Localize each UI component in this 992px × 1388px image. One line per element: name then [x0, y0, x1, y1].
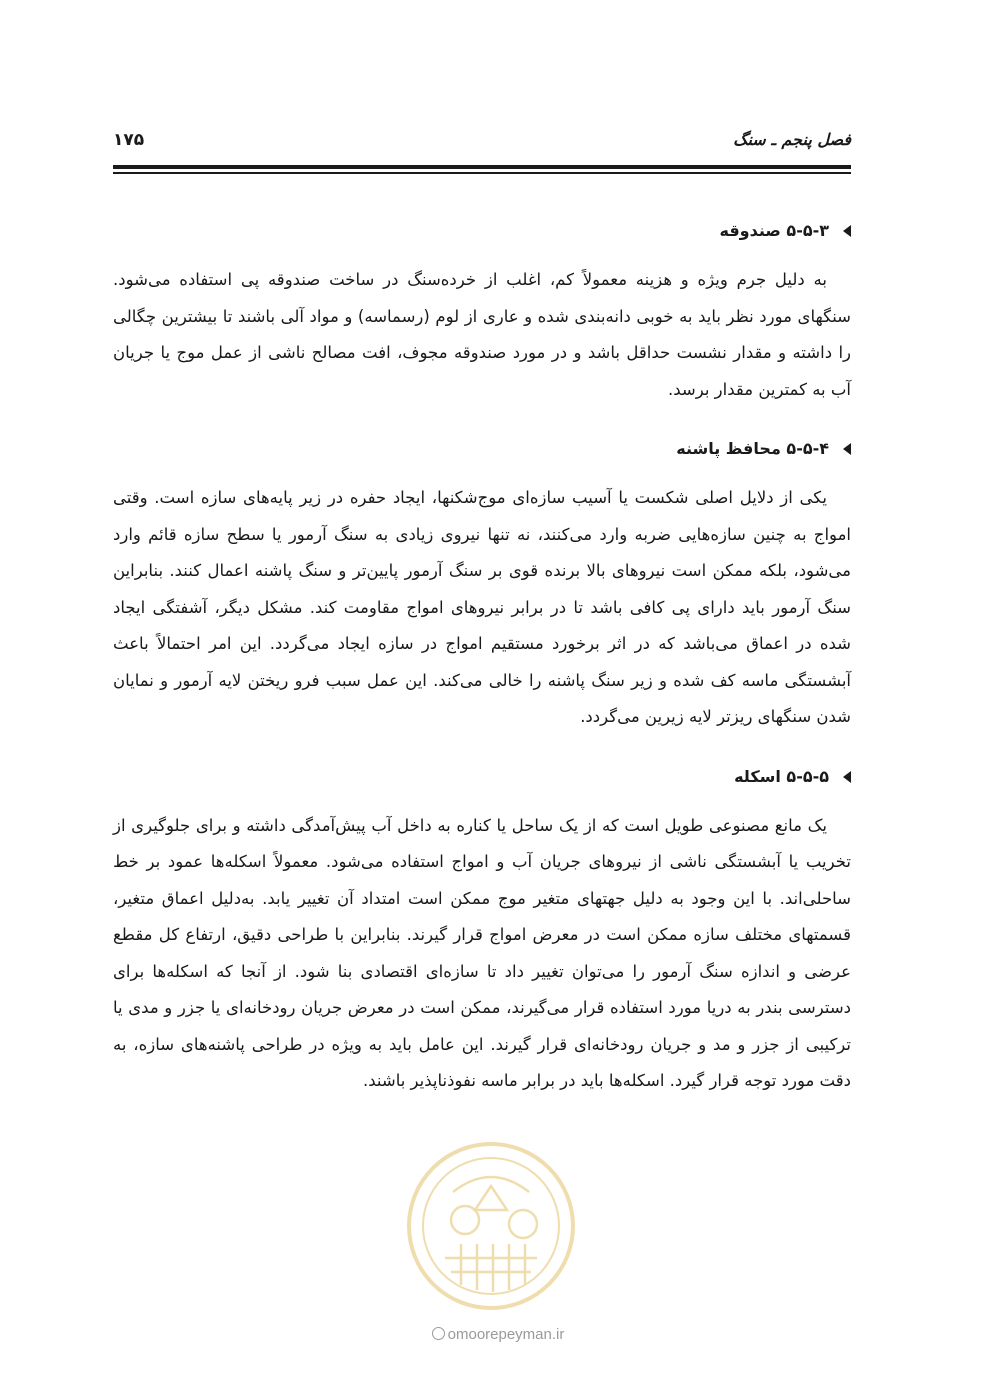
triangle-marker-icon — [843, 771, 851, 783]
header-rule-thin — [113, 172, 851, 174]
section-jetty — [113, 758, 851, 1100]
section-paragraph: یکی از دلایل اصلی شکست یا آسیب سازه‌ای موج‌شکنها، ایجاد حفره در زیر پایه‌های سازه است. وقتی امواج به چنین سازه‌هایی ضربه وارد می‌کنند، نه تنها نیروی زیادی به سنگ آرمور یا سطح سازه قائم وارد می‌شود، بلکه ممکن است نیروهای بالا برنده قوی بر سنگ آرمور پایین‌تر و سنگ پاشنه اعمال کنند. بنابراین سنگ آرمور باید دارای پی کافی باشد تا در برابر نیروهای امواج مقاومت کند. مشکل دیگر، آشفتگی ایجاد شده در اعماق می‌باشد که در اثر برخورد مستقیم امواج در سازه ایجاد می‌گردد. این امر احتمالاً باعث آبشستگی ماسه کف شده و زیر سنگ پاشنه را خالی می‌کند. این عمل سبب فرو ریختن لایه آرمور و نمایان شدن سنگهای ریزتر لایه زیرین می‌گردد. — [113, 488, 851, 726]
chapter-title: فصل پنجم ـ سنگ — [733, 130, 851, 149]
page-header — [113, 126, 851, 156]
section-heading-text: ۵-۵-۴ محافظ پاشنه — [676, 439, 829, 458]
section-toe-protection — [113, 430, 851, 736]
section-heading-text: ۵-۵-۵ اسکله — [734, 766, 829, 786]
header-rule-thick — [113, 165, 851, 169]
section-heading-text: ۵-۵-۳ صندوقه — [719, 221, 829, 240]
globe-icon — [432, 1327, 445, 1340]
section-paragraph: یک مانع مصنوعی طویل است که از یک ساحل یا کناره به داخل آب پیش‌آمدگی داشته و برای جلوگیری از تخریب یا آبشستگی ناشی از نیروهای جریان آب و امواج استفاده می‌شود. معمولاً اسکله‌ها عمود بر خط ساحلی‌اند. با این وجود به دلیل جهتهای متغیر موج ممکن است امتداد آن تغییر یابد. به‌دلیل اعماق متغیر، قسمتهای مختلف سازه ممکن است در معرض امواج قرار گیرند. بنابراین با طراحی دقیق، ارتفاع کل مقطع عرضی و اندازه سنگ آرمور را می‌توان تغییر داد تا سازه‌ای اقتصادی بنا شود. از آنجا که اسکله‌ها برای دسترسی بندر به دریا مورد استفاده قرار می‌گیرند، ممکن است در معرض جریان رودخانه‌ای یا جزر و مدی یا ترکیبی از جزر و مد و جریان رودخانه‌ای قرار گیرند. این عامل باید به ویژه در طراحی پاشنه‌های سازه، به دقت مورد توجه قرار گیرد. اسکله‌ها باید در برابر ماسه نفوذناپذیر باشند. — [113, 815, 851, 1090]
watermark-url-text: omoorepeyman.ir — [447, 1326, 565, 1343]
triangle-marker-icon — [843, 443, 851, 455]
triangle-marker-icon — [843, 225, 851, 237]
section-heading — [113, 758, 851, 796]
page-number: ۱۷۵ — [113, 130, 145, 150]
section-heading — [113, 212, 851, 250]
section-caisson — [113, 212, 851, 408]
page-content — [113, 212, 851, 1122]
watermark-url — [398, 1326, 598, 1343]
seal-logo-icon — [405, 1140, 577, 1312]
section-heading — [113, 430, 851, 468]
section-paragraph: به دلیل جرم ویژه و هزینه معمولاً کم، اغلب از خرده‌سنگ در ساخت صندوقه پی استفاده می‌شود. سنگهای مورد نظر باید به خوبی دانه‌بندی شده و عاری از لوم (رسماسه) و مواد آلی باشند تا بیشترین چگالی را داشته و مقدار نشست حداقل باشد و در مورد صندوقه مجوف، افت مصالح ناشی از عمل موج یا جریان آب به کمترین مقدار برسد. — [113, 270, 851, 399]
